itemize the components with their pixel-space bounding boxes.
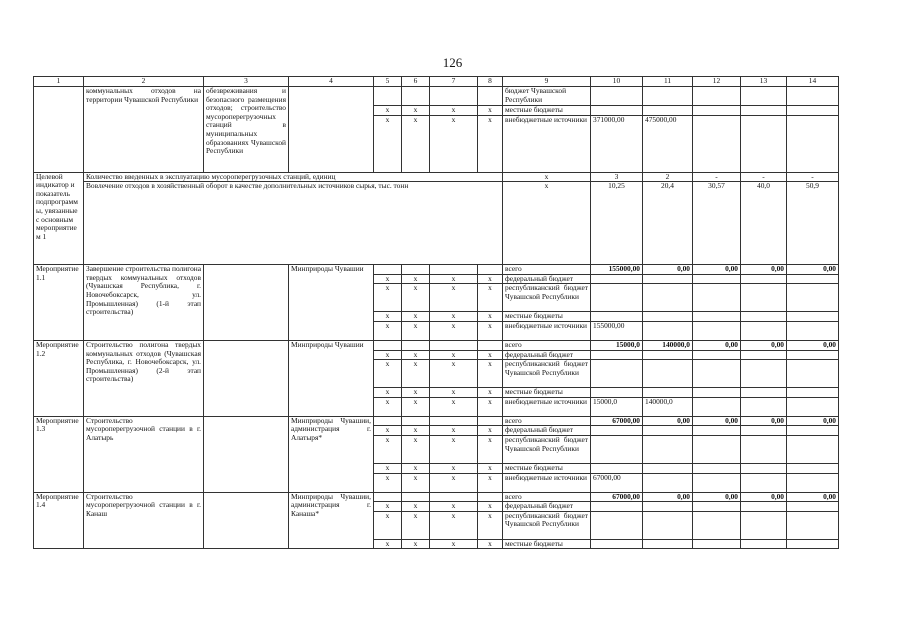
- value-cell: [643, 321, 693, 340]
- x-mark: x: [374, 274, 402, 284]
- measure-desc: Завершение строительства полигона твердых коммунальных отходов (Чувашская Республика, г. Новочебоксарск, ул. Промышленная) (1-й этап строительства): [84, 265, 204, 341]
- table-cell: [787, 511, 839, 539]
- measure-row: [34, 416, 839, 426]
- source-cell: федеральный бюджет: [503, 426, 591, 436]
- source-cell: всего: [503, 492, 591, 502]
- table-cell: [591, 312, 643, 322]
- header-cell: 10: [591, 77, 643, 87]
- x-mark: x: [430, 106, 478, 116]
- x-mark: x: [430, 321, 478, 340]
- table-cell: [693, 511, 741, 539]
- header-cell: 5: [374, 77, 402, 87]
- table-cell: [741, 539, 787, 549]
- table-cell: [430, 87, 478, 106]
- indicator-value: 10,25: [591, 182, 643, 265]
- x-mark: x: [374, 360, 402, 388]
- table-cell: [591, 511, 643, 539]
- x-mark: x: [374, 435, 402, 463]
- x-mark: x: [374, 502, 402, 512]
- table-cell: [693, 502, 741, 512]
- table-cell: [787, 360, 839, 388]
- table-cell: [643, 435, 693, 463]
- table-cell: [787, 397, 839, 416]
- source-cell: республиканский бюджет Чувашской Республики: [503, 435, 591, 463]
- measure-exec: Минприроды Чувашии, администрация г. Канаша*: [289, 492, 374, 549]
- table-cell: [643, 388, 693, 398]
- source-cell: федеральный бюджет: [503, 350, 591, 360]
- table-cell: [430, 492, 478, 502]
- table-cell: [643, 539, 693, 549]
- total-value: 0,00: [693, 492, 741, 502]
- x-mark: x: [402, 321, 430, 340]
- value-cell: 140000,0: [643, 397, 693, 416]
- indicator-value: 2: [643, 172, 693, 182]
- total-value: 0,00: [693, 265, 741, 275]
- x-mark: x: [478, 511, 503, 539]
- source-cell: внебюджетные источники: [503, 397, 591, 416]
- value-cell: [643, 473, 693, 492]
- table-cell: [591, 426, 643, 436]
- table-cell: [693, 435, 741, 463]
- x-mark: x: [430, 502, 478, 512]
- table-cell: [643, 360, 693, 388]
- x-mark: x: [374, 473, 402, 492]
- measure-exec: Минприроды Чувашии: [289, 340, 374, 416]
- x-mark: x: [478, 539, 503, 549]
- table-cell: [787, 115, 839, 172]
- header-cell: 6: [402, 77, 430, 87]
- header-cell: 14: [787, 77, 839, 87]
- total-value: 67000,00: [591, 492, 643, 502]
- table-cell: [741, 350, 787, 360]
- indicator-row: [34, 172, 839, 182]
- x-mark: x: [430, 388, 478, 398]
- table-cell: [591, 388, 643, 398]
- table-cell: [374, 87, 402, 106]
- value-cell: 67000,00: [591, 473, 643, 492]
- table-cell: [693, 274, 741, 284]
- table-cell: [430, 416, 478, 426]
- page-number: 126: [442, 55, 463, 70]
- x-mark: x: [374, 397, 402, 416]
- header-row: [34, 77, 839, 87]
- source-cell: всего: [503, 416, 591, 426]
- x-mark: x: [402, 350, 430, 360]
- table-cell: [787, 350, 839, 360]
- table-cell: [591, 274, 643, 284]
- table-cell: x: [503, 172, 591, 182]
- measure-id: Мероприятие 1.3: [34, 416, 84, 492]
- table-cell: [787, 312, 839, 322]
- x-mark: x: [430, 284, 478, 312]
- indicator-text: Вовлечение отходов в хозяйственный оборот в качестве дополнительных источников сырья, тыс. тонн: [84, 182, 503, 265]
- x-mark: x: [478, 115, 503, 172]
- table-cell: [402, 492, 430, 502]
- table-cell: [693, 360, 741, 388]
- source-cell: бюджет Чувашской Республики: [503, 87, 591, 106]
- x-mark: x: [478, 388, 503, 398]
- table-cell: [693, 115, 741, 172]
- table-cell: [643, 426, 693, 436]
- table-cell: [741, 426, 787, 436]
- source-cell: федеральный бюджет: [503, 502, 591, 512]
- table-cell: [374, 416, 402, 426]
- table-cell: [643, 106, 693, 116]
- table-cell: [741, 284, 787, 312]
- x-mark: x: [430, 473, 478, 492]
- source-cell: всего: [503, 265, 591, 275]
- table-cell: [591, 539, 643, 549]
- source-cell: внебюджетные источники: [503, 321, 591, 340]
- x-mark: x: [374, 463, 402, 473]
- x-mark: x: [374, 350, 402, 360]
- table-cell: [741, 321, 787, 340]
- source-cell: местные бюджеты: [503, 388, 591, 398]
- table-cell: [402, 340, 430, 350]
- source-cell: местные бюджеты: [503, 312, 591, 322]
- table-cell: [787, 87, 839, 106]
- table-cell: [741, 435, 787, 463]
- table-cell: [478, 265, 503, 275]
- table-cell: [741, 106, 787, 116]
- header-cell: 4: [289, 77, 374, 87]
- indicator-value: 30,57: [693, 182, 741, 265]
- table-cell: [741, 397, 787, 416]
- program-table: [33, 76, 839, 549]
- table-cell: [787, 435, 839, 463]
- x-mark: x: [478, 284, 503, 312]
- x-mark: x: [402, 388, 430, 398]
- table-cell: [643, 502, 693, 512]
- x-mark: x: [430, 511, 478, 539]
- x-mark: x: [374, 426, 402, 436]
- top-exec: [289, 87, 374, 173]
- x-mark: x: [374, 284, 402, 312]
- total-value: 0,00: [741, 340, 787, 350]
- table-cell: [402, 416, 430, 426]
- x-mark: x: [478, 463, 503, 473]
- header-cell: 8: [478, 77, 503, 87]
- indicator-value: -: [787, 172, 839, 182]
- value-cell: [693, 473, 741, 492]
- header-cell: 9: [503, 77, 591, 87]
- x-mark: x: [430, 539, 478, 549]
- total-value: 0,00: [787, 416, 839, 426]
- x-mark: x: [478, 502, 503, 512]
- total-value: 0,00: [787, 265, 839, 275]
- total-value: 0,00: [787, 492, 839, 502]
- value-cell: [693, 397, 741, 416]
- source-cell: внебюджетные источники: [503, 115, 591, 172]
- table-cell: [741, 502, 787, 512]
- header-cell: 1: [34, 77, 84, 87]
- table-cell: [374, 265, 402, 275]
- total-value: 0,00: [741, 416, 787, 426]
- table-cell: [741, 312, 787, 322]
- x-mark: x: [478, 106, 503, 116]
- x-mark: x: [430, 435, 478, 463]
- table-cell: x: [503, 182, 591, 265]
- x-mark: x: [374, 321, 402, 340]
- source-cell: всего: [503, 340, 591, 350]
- x-mark: x: [478, 274, 503, 284]
- table-cell: [374, 492, 402, 502]
- x-mark: x: [402, 274, 430, 284]
- table-cell: [591, 350, 643, 360]
- measure-desc: Строительство мусороперегрузочной станции в г. Канаш: [84, 492, 204, 549]
- table-cell: [787, 502, 839, 512]
- indicator-row: [34, 182, 839, 265]
- indicator-label: Целевой индикатор и показатель подпрограммы, увязанные с основным мероприятием 1: [34, 172, 84, 265]
- total-value: 0,00: [693, 416, 741, 426]
- source-cell: республиканский бюджет Чувашской Республики: [503, 284, 591, 312]
- table-cell: [693, 426, 741, 436]
- measure-row: [34, 492, 839, 502]
- table-cell: [591, 284, 643, 312]
- x-mark: x: [478, 435, 503, 463]
- x-mark: x: [430, 463, 478, 473]
- x-mark: x: [430, 312, 478, 322]
- table-cell: [643, 274, 693, 284]
- table-cell: [591, 360, 643, 388]
- x-mark: x: [402, 539, 430, 549]
- total-value: 155000,00: [591, 265, 643, 275]
- x-mark: x: [430, 397, 478, 416]
- x-mark: x: [478, 397, 503, 416]
- measure-row: [34, 265, 839, 275]
- table-cell: [741, 115, 787, 172]
- top-goal: обезвреживания и безопасного размещения отходов; строительство мусороперегрузочных станций в муниципальных образованиях Чувашской Республики: [204, 87, 289, 173]
- table-cell: [693, 350, 741, 360]
- table-cell: [787, 463, 839, 473]
- table-cell: [430, 265, 478, 275]
- header-cell: 11: [643, 77, 693, 87]
- total-value: 0,00: [741, 492, 787, 502]
- x-mark: x: [402, 397, 430, 416]
- table-cell: [478, 87, 503, 106]
- x-mark: x: [402, 106, 430, 116]
- total-value: 0,00: [643, 492, 693, 502]
- table-cell: [741, 87, 787, 106]
- x-mark: x: [374, 388, 402, 398]
- table-cell: [643, 284, 693, 312]
- table-cell: [693, 388, 741, 398]
- header-cell: 3: [204, 77, 289, 87]
- table-cell: [741, 360, 787, 388]
- table-cell: [643, 312, 693, 322]
- x-mark: x: [374, 115, 402, 172]
- x-mark: x: [402, 312, 430, 322]
- header-cell: 7: [430, 77, 478, 87]
- indicator-value: 50,9: [787, 182, 839, 265]
- x-mark: x: [430, 360, 478, 388]
- x-mark: x: [430, 115, 478, 172]
- table-cell: [478, 340, 503, 350]
- source-cell: местные бюджеты: [503, 539, 591, 549]
- total-value: 0,00: [643, 416, 693, 426]
- x-mark: x: [402, 115, 430, 172]
- table-cell: [430, 340, 478, 350]
- table-cell: [591, 502, 643, 512]
- table-cell: [591, 463, 643, 473]
- indicator-value: 3: [591, 172, 643, 182]
- indicator-text: Количество введенных в эксплуатацию мусороперегрузочных станций, единиц: [84, 172, 503, 182]
- x-mark: x: [374, 106, 402, 116]
- source-cell: внебюджетные источники: [503, 473, 591, 492]
- x-mark: x: [478, 312, 503, 322]
- indicator-value: 20,4: [643, 182, 693, 265]
- x-mark: x: [402, 502, 430, 512]
- table-cell: [693, 106, 741, 116]
- indicator-value: -: [741, 172, 787, 182]
- table-cell: [591, 106, 643, 116]
- table-cell: [693, 463, 741, 473]
- source-cell: федеральный бюджет: [503, 274, 591, 284]
- measure-exec: Минприроды Чувашии, администрация г. Алатыря*: [289, 416, 374, 492]
- measure-id: Мероприятие 1.2: [34, 340, 84, 416]
- source-cell: местные бюджеты: [503, 463, 591, 473]
- header-cell: 2: [84, 77, 204, 87]
- x-mark: x: [374, 539, 402, 549]
- total-value: 0,00: [693, 340, 741, 350]
- x-mark: x: [402, 426, 430, 436]
- value-cell: 371000,00: [591, 115, 643, 172]
- x-mark: x: [402, 473, 430, 492]
- table-cell: [693, 312, 741, 322]
- top-desc: коммунальных отходов на территории Чувашской Республики: [84, 87, 204, 173]
- table-cell: [374, 340, 402, 350]
- measure-desc: Строительство полигона твердых коммунальных отходов (Чувашская Республика, г. Новочебоксарск, ул. Промышленная) (2-й этап строительства): [84, 340, 204, 416]
- table-cell: [741, 511, 787, 539]
- measure-goal: [204, 416, 289, 492]
- source-cell: республиканский бюджет Чувашской Республики: [503, 511, 591, 539]
- indicator-value: -: [693, 172, 741, 182]
- total-value: 67000,00: [591, 416, 643, 426]
- table-cell: [787, 388, 839, 398]
- x-mark: x: [478, 321, 503, 340]
- table-cell: [787, 426, 839, 436]
- total-value: 0,00: [787, 340, 839, 350]
- value-cell: 155000,00: [591, 321, 643, 340]
- table-cell: [478, 416, 503, 426]
- table-cell: [643, 511, 693, 539]
- source-cell: местные бюджеты: [503, 106, 591, 116]
- table-row: [34, 87, 839, 106]
- x-mark: x: [402, 463, 430, 473]
- table-body: [34, 77, 839, 549]
- table-cell: [787, 284, 839, 312]
- table-cell: [787, 539, 839, 549]
- table-cell: [741, 463, 787, 473]
- table-cell: [693, 87, 741, 106]
- table-cell: [591, 435, 643, 463]
- header-cell: 13: [741, 77, 787, 87]
- total-value: 0,00: [643, 265, 693, 275]
- table-cell: [787, 473, 839, 492]
- table-cell: [591, 87, 643, 106]
- x-mark: x: [402, 435, 430, 463]
- measure-desc: Строительство мусороперегрузочной станции в г. Алатырь: [84, 416, 204, 492]
- table-cell: [643, 463, 693, 473]
- total-value: 15000,0: [591, 340, 643, 350]
- x-mark: x: [430, 274, 478, 284]
- col1-empty: [34, 87, 84, 173]
- x-mark: x: [478, 350, 503, 360]
- table-cell: [787, 274, 839, 284]
- table-cell: [787, 321, 839, 340]
- table-cell: [478, 492, 503, 502]
- table-cell: [741, 274, 787, 284]
- table-cell: [693, 284, 741, 312]
- table-cell: [643, 350, 693, 360]
- x-mark: x: [402, 284, 430, 312]
- x-mark: x: [478, 426, 503, 436]
- measure-goal: [204, 340, 289, 416]
- header-cell: 12: [693, 77, 741, 87]
- indicator-value: 40,0: [741, 182, 787, 265]
- x-mark: x: [478, 473, 503, 492]
- x-mark: x: [430, 350, 478, 360]
- x-mark: x: [402, 360, 430, 388]
- table-cell: [693, 539, 741, 549]
- x-mark: x: [374, 511, 402, 539]
- x-mark: x: [478, 360, 503, 388]
- measure-id: Мероприятие 1.1: [34, 265, 84, 341]
- value-cell: 15000,0: [591, 397, 643, 416]
- measure-exec: Минприроды Чувашии: [289, 265, 374, 341]
- table-cell: [787, 106, 839, 116]
- table-cell: [741, 388, 787, 398]
- table-cell: [643, 87, 693, 106]
- x-mark: x: [374, 312, 402, 322]
- value-cell: 475000,00: [643, 115, 693, 172]
- x-mark: x: [430, 426, 478, 436]
- table-cell: [402, 87, 430, 106]
- source-cell: республиканский бюджет Чувашской Республики: [503, 360, 591, 388]
- measure-goal: [204, 265, 289, 341]
- table-cell: [741, 473, 787, 492]
- total-value: 140000,0: [643, 340, 693, 350]
- measure-goal: [204, 492, 289, 549]
- x-mark: x: [402, 511, 430, 539]
- value-cell: [693, 321, 741, 340]
- table-cell: [402, 265, 430, 275]
- total-value: 0,00: [741, 265, 787, 275]
- measure-id: Мероприятие 1.4: [34, 492, 84, 549]
- measure-row: [34, 340, 839, 350]
